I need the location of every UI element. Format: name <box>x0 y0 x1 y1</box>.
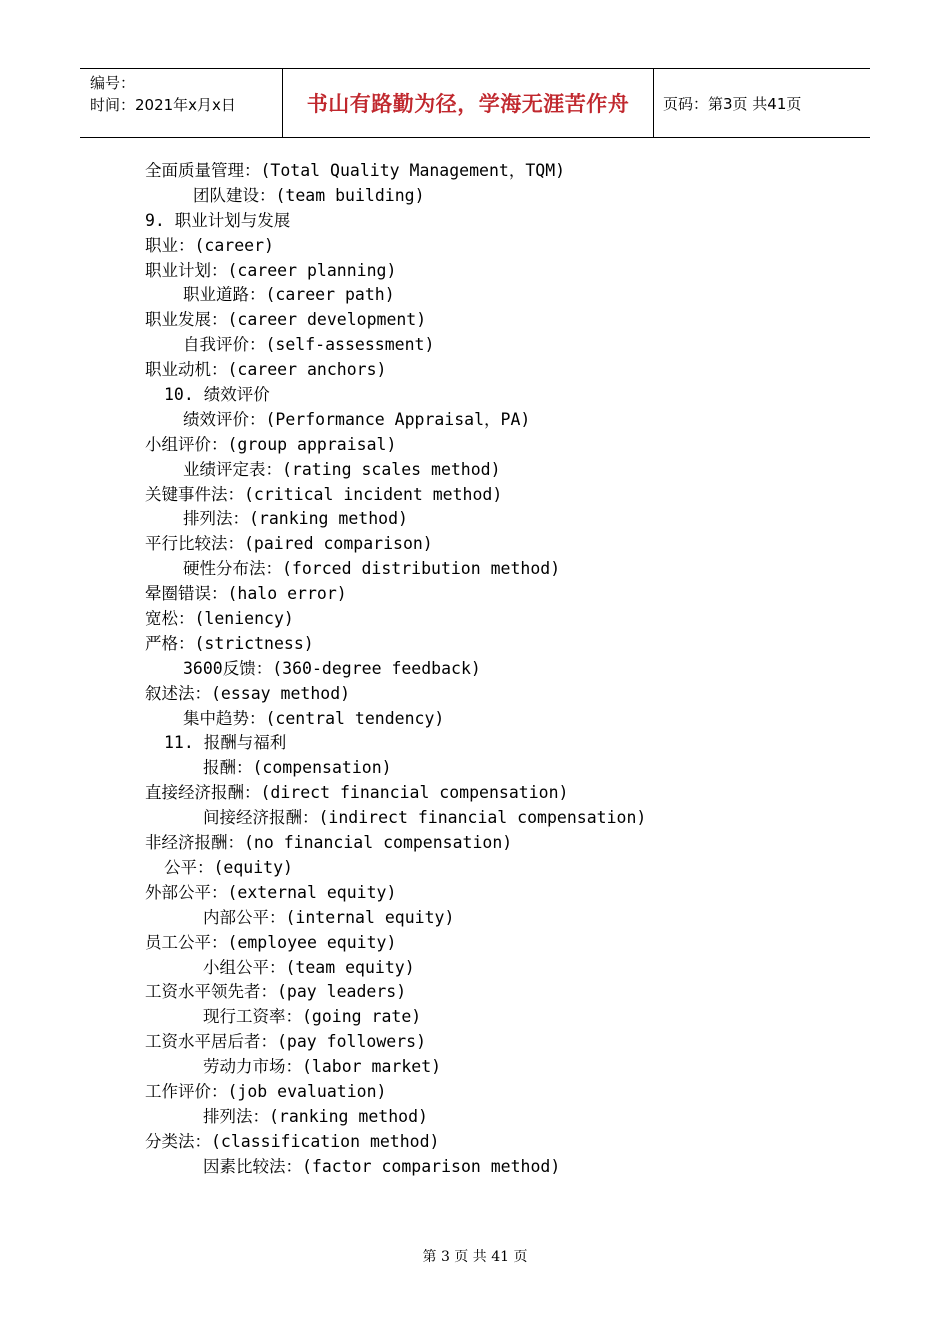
glossary-line: 因素比较法：(factor comparison method) <box>203 1156 561 1176</box>
glossary-line: 间接经济报酬：(indirect financial compensation) <box>203 808 647 828</box>
glossary-line: 内部公平：(internal equity) <box>203 907 455 927</box>
glossary-line: 小组公平：(team equity) <box>203 957 415 977</box>
glossary-line: 工作评价：(job evaluation) <box>145 1081 387 1101</box>
glossary-line: 工资水平居后者：(pay followers) <box>145 1032 427 1052</box>
glossary-line: 劳动力市场：(labor market) <box>203 1057 442 1077</box>
glossary-line: 晕圈错误：(halo error) <box>145 584 347 604</box>
glossary-line: 自我评价：(self-assessment) <box>183 335 435 355</box>
glossary-line: 外部公平：(external equity) <box>145 882 397 902</box>
glossary-line: 员工公平：(employee equity) <box>145 932 397 952</box>
header-meta <box>80 69 282 137</box>
glossary-line: 直接经济报酬：(direct financial compensation) <box>145 783 569 803</box>
glossary-line: 报酬：(compensation) <box>203 758 392 778</box>
section-heading: 9. 职业计划与发展 <box>145 210 291 230</box>
glossary-line: 硬性分布法：(forced distribution method) <box>183 559 561 579</box>
section-heading: 11. 报酬与福利 <box>164 733 287 753</box>
glossary-line: 现行工资率：(going rate) <box>203 1007 422 1027</box>
header-motto: 书山有路勤为径，学海无涯苦作舟 <box>282 69 654 137</box>
glossary-line: 职业动机：(career anchors) <box>145 360 387 380</box>
glossary-line: 小组评价：(group appraisal) <box>145 434 397 454</box>
glossary-line: 叙述法：(essay method) <box>145 683 351 703</box>
glossary-line: 排列法：(ranking method) <box>183 509 408 529</box>
glossary-line: 职业计划：(career planning) <box>145 260 397 280</box>
glossary-line: 3600反馈：(360-degree feedback) <box>183 658 481 678</box>
glossary-body <box>0 159 950 1180</box>
glossary-line: 公平：(equity) <box>164 857 293 877</box>
glossary-line: 分类法：(classification method) <box>145 1131 440 1151</box>
glossary-line: 业绩评定表：(rating scales method) <box>183 459 501 479</box>
glossary-line: 非经济报酬：(no financial compensation) <box>145 833 513 853</box>
header-page-info: 页码：第3页 共41页 <box>663 94 802 113</box>
section-heading: 10. 绩效评价 <box>164 385 270 405</box>
glossary-line: 职业道路：(career path) <box>183 285 395 305</box>
glossary-line: 平行比较法：(paired comparison) <box>145 534 433 554</box>
glossary-line: 绩效评价：(Performance Appraisal，PA) <box>183 409 531 429</box>
page-footer: 第 3 页 共 41 页 <box>422 1249 528 1265</box>
glossary-line: 宽松：(leniency) <box>145 609 294 629</box>
glossary-line: 职业：(career) <box>145 235 274 255</box>
glossary-line: 职业发展：(career development) <box>145 310 427 330</box>
glossary-line: 排列法：(ranking method) <box>203 1106 428 1126</box>
glossary-line: 全面质量管理：(Total Quality Management，TQM) <box>145 161 566 180</box>
glossary-line: 工资水平领先者：(pay leaders) <box>145 982 407 1002</box>
glossary-line: 关键事件法：(critical incident method) <box>145 484 503 504</box>
page-header <box>80 68 870 138</box>
glossary-line: 团队建设：(team building) <box>193 185 425 205</box>
document-date: 时间：2021年x月x日 <box>90 96 236 114</box>
document-number: 编号： <box>90 74 136 92</box>
glossary-line: 集中趋势：(central tendency) <box>183 708 445 728</box>
glossary-line: 严格：(strictness) <box>145 633 314 653</box>
